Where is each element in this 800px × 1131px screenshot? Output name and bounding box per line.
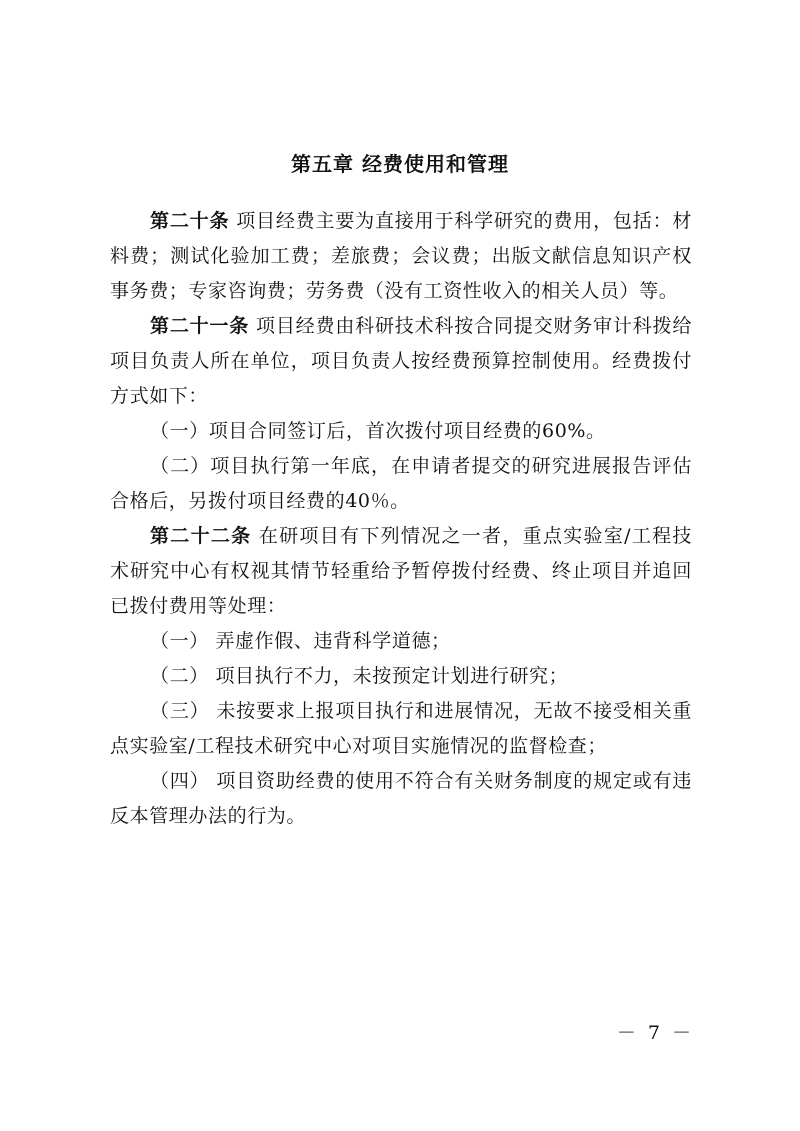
article-21: [110, 309, 692, 414]
document-body: [110, 204, 692, 834]
article-21-item-1: （一）项目合同签订后，首次拨付项目经费的60%。: [150, 420, 606, 442]
article-22-item-2: （二） 项目执行不力，未按预定计划进行研究；: [150, 665, 569, 687]
article-22-text: 在研项目有下列情况之一者，重点实验室/工程技术研究中心有权视其情节轻重给予暂停拨付经费、终止项目并追回已拨付费用等处理：: [110, 525, 693, 617]
article-22-label: 第二十二条: [150, 525, 252, 547]
article-21-label: 第二十一条: [150, 315, 250, 337]
article-21-text: 项目经费由科研技术科按合同提交财务审计科拨给项目负责人所在单位，项目负责人按经费预算控制使用。经费拨付方式如下：: [110, 315, 692, 407]
article-22: [110, 519, 692, 624]
article-22-item-4: （四） 项目资助经费的使用不符合有关财务制度的规定或有违反本管理办法的行为。: [110, 770, 692, 827]
article-22-item-1: （一） 弄虚作假、违背科学道德；: [150, 630, 451, 652]
article-20-text: 项目经费主要为直接用于科学研究的费用，包括：材料费；测试化验加工费；差旅费；会议费；出版文献信息知识产权事务费；专家咨询费；劳务费（没有工资性收入的相关人员）等。: [110, 210, 692, 302]
page-number: － 7 －: [616, 1022, 694, 1044]
article-21-item-2: （二）项目执行第一年底，在申请者提交的研究进展报告评估合格后，另拨付项目经费的40％。: [110, 455, 692, 512]
article-20: [110, 204, 692, 309]
article-20-label: 第二十条: [150, 210, 230, 232]
chapter-title: 第五章 经费使用和管理: [291, 152, 509, 176]
article-22-item-3: （三） 未按要求上报项目执行和进展情况，无故不接受相关重点实验室/工程技术研究中心对项目实施情况的监督检查；: [110, 700, 692, 757]
